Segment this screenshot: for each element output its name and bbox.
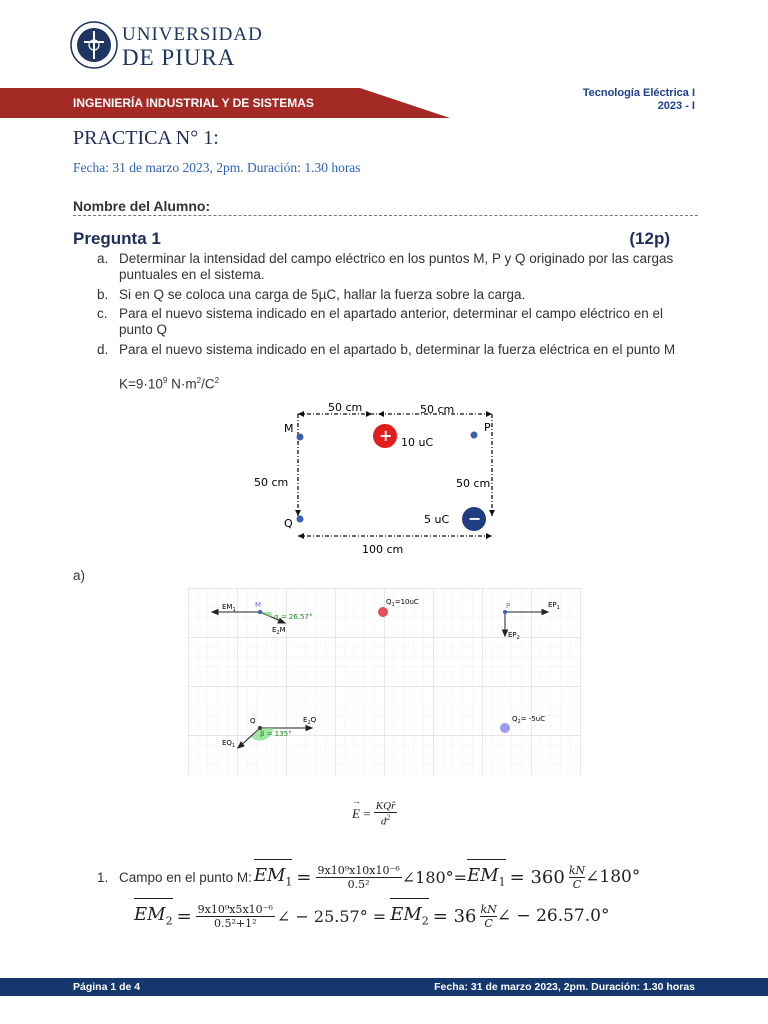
student-name-line bbox=[73, 215, 698, 216]
charge-q1-icon bbox=[378, 607, 388, 617]
dist-top-right: 50 cm bbox=[420, 403, 455, 416]
point-q-label: Q bbox=[284, 517, 293, 530]
negative-charge-label: 5 uC bbox=[424, 513, 450, 526]
formula-line-2: $EM_2$ = $\frac{\text{9x10⁹x5x10⁻⁶}}{\text{0.5²+1²}}$ ∠ − 25.57° = $EM_2$ = 36 kN C ∠ − 26.57.0° bbox=[134, 895, 734, 937]
e-vector: → E bbox=[352, 795, 361, 821]
question-title: Pregunta 1 bbox=[73, 229, 161, 248]
item-text: Para el nuevo sistema indicado en el apartado b, determinar la fuerza eléctrica en el punto M bbox=[119, 342, 676, 357]
point-m-dot bbox=[297, 434, 304, 441]
e2q-label: $E_2Q$ bbox=[303, 716, 317, 726]
e2m-label: $E_2M$ bbox=[272, 626, 286, 636]
q2-label: $Q_2= -5uC$ bbox=[512, 715, 546, 725]
question-item-a bbox=[97, 251, 697, 282]
em2-fraction: $\frac{\text{9x10⁹x5x10⁻⁶}}{\text{0.5²+1²}}$ bbox=[197, 902, 273, 930]
e-fraction: KQr̂ $d^2$ bbox=[375, 800, 396, 828]
footer-date: Fecha: 31 de marzo 2023, 2pm. Duración: 1.30 horas bbox=[434, 981, 695, 993]
m-label: M bbox=[255, 601, 262, 609]
em1-label: $EM_1$ bbox=[222, 603, 236, 613]
alpha-label: α = 26.57° bbox=[274, 613, 313, 621]
em2-vector-result: $EM_2$ bbox=[390, 904, 429, 928]
formula-line-1: 1. Campo en el punto M: $EM_1$ = $\frac{\text{9x10⁹x10x10⁻⁶}}{\text{0.5²}}$ ∠180°= $EM_1$ = 360 kN C ∠180° bbox=[97, 857, 737, 897]
charge-q2-icon bbox=[500, 723, 510, 733]
point-m-label: M bbox=[284, 422, 294, 435]
item-label: c. bbox=[97, 306, 108, 321]
point-q-dot bbox=[297, 516, 304, 523]
ep2-label: $EP_2$ bbox=[508, 631, 520, 641]
section-a-label: a) bbox=[73, 568, 86, 583]
question-points: (12p) bbox=[629, 229, 670, 248]
exam-date: Fecha: 31 de marzo 2023, 2pm. Duración: 1.30 horas bbox=[73, 160, 361, 175]
item-text: Para el nuevo sistema indicado en el apartado anterior, determinar el campo eléctrico en el punto Q bbox=[119, 306, 664, 337]
footer-page-number: Página 1 de 4 bbox=[73, 981, 141, 993]
em1-vector: $EM_1$ bbox=[254, 865, 293, 889]
course-info bbox=[583, 87, 695, 113]
em1-vector-result: $EM_1$ bbox=[467, 865, 506, 889]
vector-field-plot bbox=[188, 588, 581, 775]
positive-charge-label: 10 uC bbox=[401, 436, 434, 449]
university-name-line1: UNIVERSIDAD bbox=[122, 24, 263, 45]
student-name-label: Nombre del Alumno: bbox=[73, 198, 211, 214]
em2-vector: $EM_2$ bbox=[134, 904, 173, 928]
q-label: Q bbox=[250, 717, 256, 725]
ep1-label: $EP_1$ bbox=[548, 601, 560, 611]
item-text: Determinar la intensidad del campo eléctrico en los puntos M, P y Q originado por las cargas puntuales en el sistema. bbox=[119, 251, 674, 282]
question-item-c bbox=[97, 306, 697, 337]
charge-diagram bbox=[250, 398, 510, 560]
item-label: a. bbox=[97, 251, 109, 266]
beta-label: β = 135° bbox=[260, 730, 292, 738]
eq1-label: $EQ_1$ bbox=[222, 739, 236, 749]
em1-fraction: $\frac{\text{9x10⁹x10x10⁻⁶}}{\text{0.5²}}$ bbox=[317, 863, 400, 891]
electric-field-formula: → E = KQr̂ $d^2$ bbox=[352, 795, 396, 828]
dist-top-left: 50 cm bbox=[328, 401, 363, 414]
page-title: PRACTICA N° 1: bbox=[73, 127, 219, 149]
item-label: b. bbox=[97, 287, 109, 302]
question-item-b bbox=[97, 287, 697, 303]
item-text: Si en Q se coloca una carga de 5µC, hallar la fuerza sobre la carga. bbox=[119, 287, 526, 302]
course-term: 2023 - I bbox=[657, 100, 695, 112]
department-name: INGENIERÍA INDUSTRIAL Y DE SISTEMAS bbox=[73, 96, 314, 110]
unit-fraction-2: kN C bbox=[480, 902, 497, 930]
coulomb-constant: $K=9\cdot 10^9$ $N\cdot m^2/C^2$ bbox=[119, 376, 220, 392]
point-p-dot bbox=[471, 432, 478, 439]
dist-right: 50 cm bbox=[456, 477, 491, 490]
university-name-line2: DE PIURA bbox=[122, 45, 236, 70]
dist-left: 50 cm bbox=[254, 476, 289, 489]
course-name: Tecnología Eléctrica I bbox=[582, 87, 695, 99]
plus-sign: + bbox=[379, 426, 393, 445]
minus-sign: − bbox=[468, 509, 482, 528]
item-label: d. bbox=[97, 342, 109, 357]
point-p-label: P bbox=[484, 421, 491, 434]
unit-fraction: kN C bbox=[568, 863, 586, 891]
q1-label: $Q_1=10uC$ bbox=[386, 598, 419, 608]
p-label: P bbox=[506, 602, 511, 610]
dist-bottom: 100 cm bbox=[362, 543, 404, 556]
question-item-d bbox=[97, 342, 697, 358]
